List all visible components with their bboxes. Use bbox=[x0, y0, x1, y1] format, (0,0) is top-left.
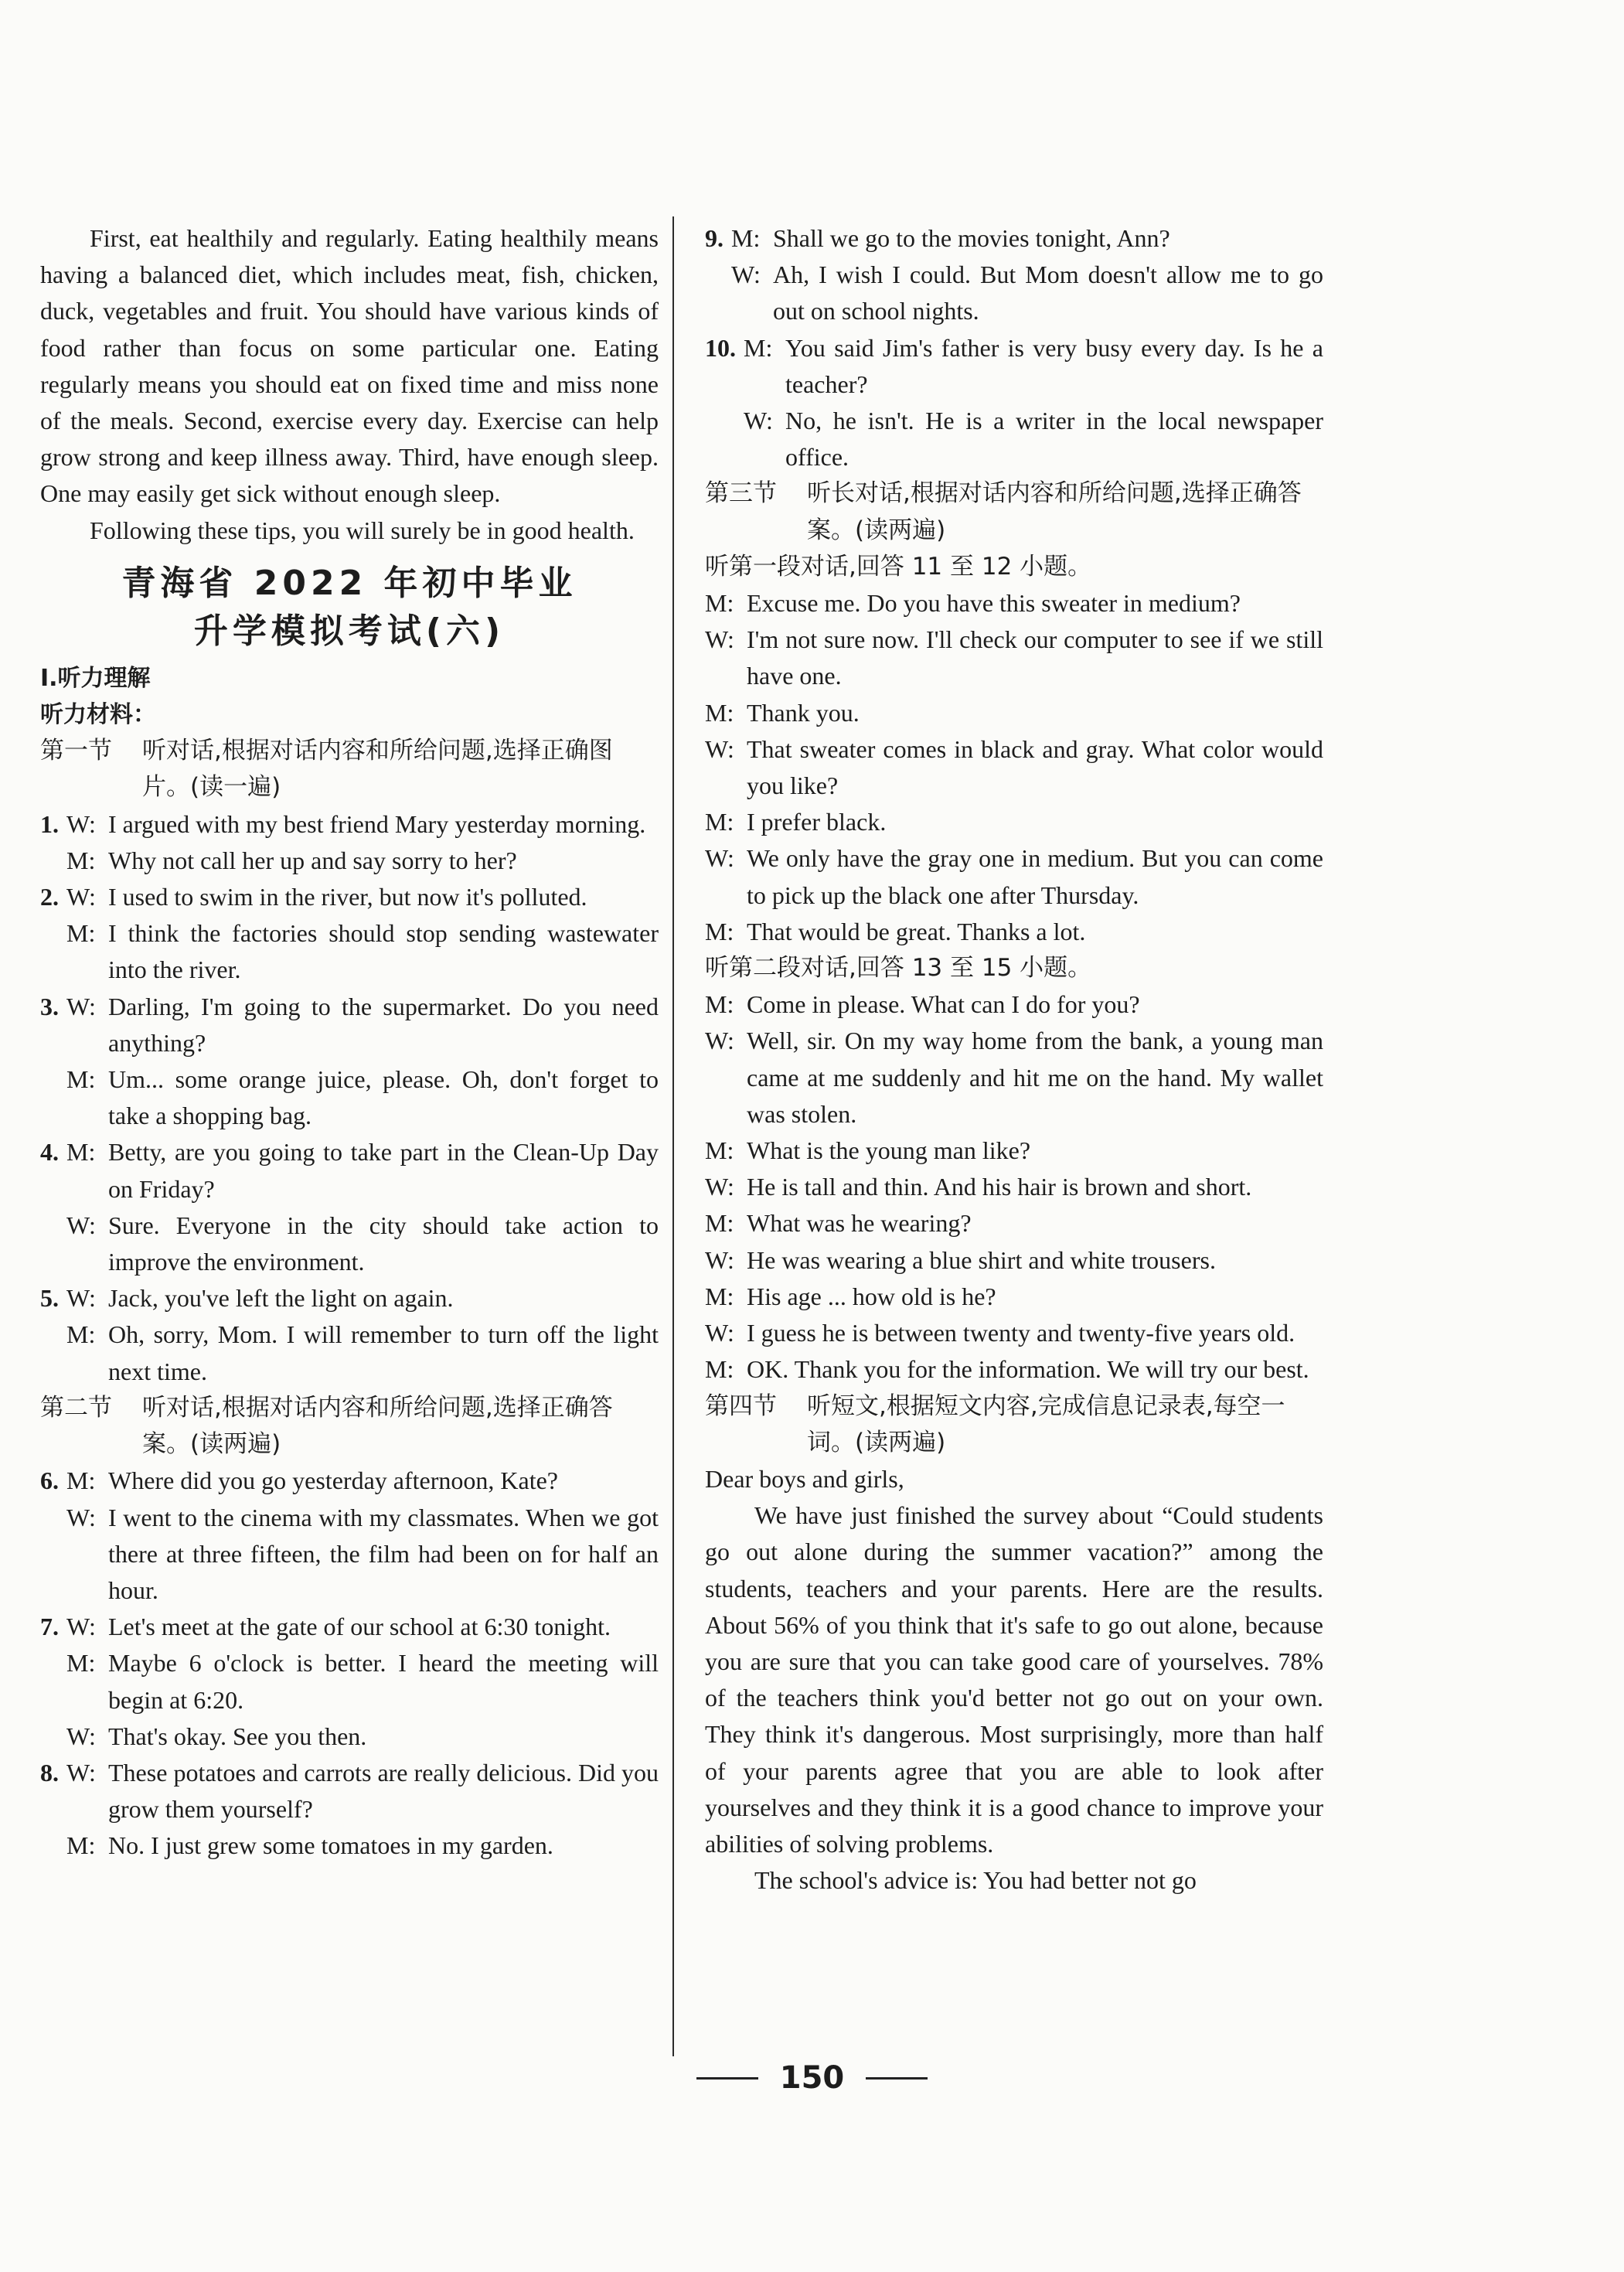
speaker: W: bbox=[66, 1722, 96, 1750]
question-2 bbox=[40, 879, 659, 989]
question-4 bbox=[40, 1134, 659, 1280]
dialogue-line: I think the factories should stop sending wastewater into the river. bbox=[108, 919, 659, 984]
dialogue-line: Why not call her up and say sorry to her? bbox=[108, 846, 517, 874]
dialogue-line: No, he isn't. He is a writer in the local newspaper office. bbox=[785, 407, 1323, 472]
dialogue-line: Maybe 6 o'clock is better. I heard the meeting will begin at 6:20. bbox=[108, 1649, 659, 1714]
speaker: M: bbox=[66, 1138, 96, 1167]
dialogue-line: Well, sir. On my way home from the bank, a young man came at me suddenly and hit me on the hand. My wallet was stolen. bbox=[747, 1027, 1323, 1128]
speaker: M: bbox=[705, 917, 734, 945]
dialogue-2-intro: 听第二段对话,回答 13 至 15 小题。 bbox=[705, 954, 1092, 983]
dialogue-line: That sweater comes in black and gray. What color would you like? bbox=[747, 734, 1323, 800]
dialogue-line: Jack, you've left the light on again. bbox=[108, 1284, 454, 1313]
section-2-instructions bbox=[40, 1390, 659, 1463]
dialogue-line-row bbox=[705, 840, 1323, 913]
question-8 bbox=[40, 1755, 659, 1865]
dialogue-line: You said Jim's father is very busy every day. Is he a teacher? bbox=[785, 333, 1323, 398]
dialogue-line: Um... some orange juice, please. Oh, don't forget to take a shopping bag. bbox=[108, 1065, 659, 1130]
speaker: M: bbox=[705, 1355, 734, 1384]
dialogue-line: He is tall and thin. And his hair is brown and short. bbox=[747, 1173, 1252, 1201]
dialogue-line: No. I just grew some tomatoes in my garden. bbox=[108, 1831, 553, 1860]
dialogue-line: I prefer black. bbox=[747, 808, 887, 836]
dialogue-line-row bbox=[705, 731, 1323, 804]
dialogue-1 bbox=[705, 585, 1323, 950]
page-number: 150 bbox=[779, 2060, 845, 2096]
question-number: 9. bbox=[705, 224, 723, 252]
speaker: M: bbox=[731, 224, 761, 252]
speaker: M: bbox=[705, 808, 734, 836]
dialogue-1-intro: 听第一段对话,回答 11 至 12 小题。 bbox=[705, 552, 1092, 581]
dialogue-line: That's okay. See you then. bbox=[108, 1722, 367, 1750]
dialogue-line: I went to the cinema with my classmates. When we got there at three fifteen, the film had been on for half an hour. bbox=[108, 1503, 659, 1604]
dialogue-line: Shall we go to the movies tonight, Ann? bbox=[773, 224, 1170, 252]
question-3 bbox=[40, 989, 659, 1135]
dialogue-line: Thank you. bbox=[747, 698, 860, 727]
dialogue-line-row bbox=[705, 1279, 1323, 1315]
question-6 bbox=[40, 1463, 659, 1609]
dialogue-line: Where did you go yesterday afternoon, Kate? bbox=[108, 1466, 558, 1495]
speaker: W: bbox=[731, 261, 761, 289]
question-9 bbox=[705, 220, 1323, 330]
dialogue-line: What was he wearing? bbox=[747, 1209, 972, 1238]
speaker: W: bbox=[705, 1173, 734, 1201]
dialogue-line-row bbox=[705, 1133, 1323, 1169]
section-4-text: 听短文,根据短文内容,完成信息记录表,每空一词。(读两遍) bbox=[807, 1391, 1285, 1456]
section-1-label: 第一节 bbox=[40, 737, 112, 765]
dialogue-line: I'm not sure now. I'll check our computer to see if we still have one. bbox=[747, 625, 1323, 690]
column-divider bbox=[672, 216, 674, 2056]
speaker: M: bbox=[66, 1065, 96, 1094]
dialogue-line: Oh, sorry, Mom. I will remember to turn off the light next time. bbox=[108, 1320, 659, 1385]
footer-rule-left bbox=[696, 2077, 758, 2080]
question-7 bbox=[40, 1609, 659, 1755]
speaker: W: bbox=[66, 1211, 96, 1239]
dialogue-line: We only have the gray one in medium. But you can come to pick up the black one after Thursday. bbox=[747, 844, 1323, 909]
question-number: 8. bbox=[40, 1758, 59, 1787]
dialogue-line-row bbox=[705, 1242, 1323, 1279]
question-number: 3. bbox=[40, 992, 59, 1020]
dialogue-line-row bbox=[705, 1169, 1323, 1205]
essay-paragraph-2: Following these tips, you will surely be in good health. bbox=[90, 516, 635, 544]
dialogue-line-row bbox=[705, 695, 1323, 731]
question-number: 1. bbox=[40, 809, 59, 838]
speaker: W: bbox=[66, 1758, 96, 1787]
speaker: W: bbox=[705, 734, 734, 763]
dialogue-line: He was wearing a blue shirt and white trousers. bbox=[747, 1245, 1216, 1274]
section-1-instructions bbox=[40, 733, 659, 806]
speaker: M: bbox=[66, 1466, 96, 1495]
question-number: 6. bbox=[40, 1466, 59, 1495]
speaker: M: bbox=[705, 589, 734, 618]
section-3-instructions bbox=[705, 475, 1323, 548]
dialogue-line: Ah, I wish I could. But Mom doesn't allow me to go out on school nights. bbox=[773, 261, 1323, 325]
footer-rule-right bbox=[866, 2077, 928, 2080]
dialogue-line: What is the young man like? bbox=[747, 1136, 1031, 1165]
dialogue-line: Sure. Everyone in the city should take action to improve the environment. bbox=[108, 1211, 659, 1276]
passage-paragraph-1: We have just finished the survey about “Could students go out alone during the summer vacation?” among the students, teachers and your parents. Here are the results. About 56% of you think that it's safe to go out alone, because you are sure that you can take good care of yourselves. 78% of the teachers think you'd better not go out on your own. They think it's dangerous. Most surprisingly, more than half of your parents agree that you are able to look after yourselves and they think it is a good chance to improve your abilities of solving problems. bbox=[705, 1501, 1323, 1858]
exam-title bbox=[40, 560, 659, 656]
dialogue-line-row bbox=[705, 1023, 1323, 1133]
speaker: W: bbox=[66, 883, 96, 911]
section-heading-listening: Ⅰ.听力理解 bbox=[40, 664, 151, 692]
dialogue-2 bbox=[705, 986, 1323, 1388]
dialogue-line-row bbox=[705, 986, 1323, 1023]
section-3-text: 听长对话,根据对话内容和所给问题,选择正确答案。(读两遍) bbox=[807, 479, 1302, 544]
dialogue-line-row bbox=[705, 1205, 1323, 1242]
speaker: W: bbox=[705, 1245, 734, 1274]
dialogue-line: I used to swim in the river, but now it's polluted. bbox=[108, 883, 587, 911]
speaker: M: bbox=[705, 1282, 734, 1310]
section-2-label: 第二节 bbox=[40, 1393, 112, 1422]
listening-material-heading: 听力材料： bbox=[40, 701, 156, 729]
question-1 bbox=[40, 806, 659, 879]
speaker: W: bbox=[705, 1319, 734, 1347]
section-4-label: 第四节 bbox=[705, 1391, 777, 1420]
dialogue-line-row bbox=[705, 585, 1323, 622]
speaker: W: bbox=[66, 1284, 96, 1313]
speaker: W: bbox=[66, 1503, 96, 1531]
question-5 bbox=[40, 1280, 659, 1390]
speaker: W: bbox=[705, 1027, 734, 1055]
dialogue-line: Excuse me. Do you have this sweater in medium? bbox=[747, 589, 1241, 618]
speaker: M: bbox=[66, 1831, 96, 1860]
page-footer bbox=[0, 2060, 1624, 2096]
speaker: W: bbox=[705, 844, 734, 873]
speaker: W: bbox=[66, 992, 96, 1020]
question-number: 10. bbox=[705, 333, 736, 362]
dialogue-line-row bbox=[705, 914, 1323, 950]
speaker: M: bbox=[744, 333, 773, 362]
speaker: W: bbox=[705, 625, 734, 654]
left-column bbox=[40, 220, 659, 1865]
dialogue-line: Come in please. What can I do for you? bbox=[747, 990, 1140, 1019]
section-3-label: 第三节 bbox=[705, 479, 777, 508]
dialogue-line: These potatoes and carrots are really delicious. Did you grow them yourself? bbox=[108, 1758, 659, 1824]
dialogue-line: I argued with my best friend Mary yesterday morning. bbox=[108, 809, 646, 838]
speaker: M: bbox=[705, 698, 734, 727]
speaker: M: bbox=[66, 1649, 96, 1678]
exam-title-line-2: 升学模拟考试(六) bbox=[193, 611, 506, 651]
section-4-instructions bbox=[705, 1388, 1323, 1461]
speaker: M: bbox=[705, 1209, 734, 1238]
speaker: M: bbox=[705, 1136, 734, 1165]
dialogue-line-row bbox=[705, 622, 1323, 694]
dialogue-line: I guess he is between twenty and twenty-five years old. bbox=[747, 1319, 1295, 1347]
dialogue-line: OK. Thank you for the information. We will try our best. bbox=[747, 1355, 1309, 1384]
dialogue-line-row bbox=[705, 1351, 1323, 1388]
dialogue-line: His age ... how old is he? bbox=[747, 1282, 996, 1310]
passage-paragraph-2: The school's advice is: You had better not go bbox=[754, 1866, 1197, 1895]
section-1-text: 听对话,根据对话内容和所给问题,选择正确图片。(读一遍) bbox=[142, 737, 613, 802]
dialogue-line-row bbox=[705, 1315, 1323, 1351]
exam-title-line-1: 青海省 2022 年初中毕业 bbox=[121, 563, 577, 603]
dialogue-line: Betty, are you going to take part in the Clean-Up Day on Friday? bbox=[108, 1138, 659, 1203]
dialogue-line-row bbox=[705, 804, 1323, 840]
speaker: W: bbox=[66, 809, 96, 838]
passage-greeting: Dear boys and girls, bbox=[705, 1464, 904, 1493]
speaker: W: bbox=[66, 1613, 96, 1641]
dialogue-line: Let's meet at the gate of our school at 6:30 tonight. bbox=[108, 1613, 611, 1641]
right-column bbox=[705, 220, 1323, 1899]
speaker: M: bbox=[66, 1320, 96, 1349]
question-number: 4. bbox=[40, 1138, 59, 1167]
dialogue-line: That would be great. Thanks a lot. bbox=[747, 917, 1086, 945]
speaker: M: bbox=[705, 990, 734, 1019]
question-number: 5. bbox=[40, 1284, 59, 1313]
question-number: 2. bbox=[40, 883, 59, 911]
dialogue-line: Darling, I'm going to the supermarket. Do you need anything? bbox=[108, 992, 659, 1057]
speaker: M: bbox=[66, 919, 96, 948]
question-number: 7. bbox=[40, 1613, 59, 1641]
question-10 bbox=[705, 330, 1323, 476]
speaker: W: bbox=[744, 407, 773, 435]
section-2-text: 听对话,根据对话内容和所给问题,选择正确答案。(读两遍) bbox=[142, 1393, 613, 1459]
essay-paragraph-1: First, eat healthily and regularly. Eating healthily means having a balanced diet, which includes meat, fish, chicken, duck, vegetables and fruit. You should have various kinds of food rather than focus on some particular one. Eating regularly means you should eat on fixed time and miss none of the meals. Second, exercise every day. Exercise can help grow strong and keep illness away. Third, have enough sleep. One may easily get sick without enough sleep. bbox=[40, 224, 659, 508]
speaker: M: bbox=[66, 846, 96, 874]
